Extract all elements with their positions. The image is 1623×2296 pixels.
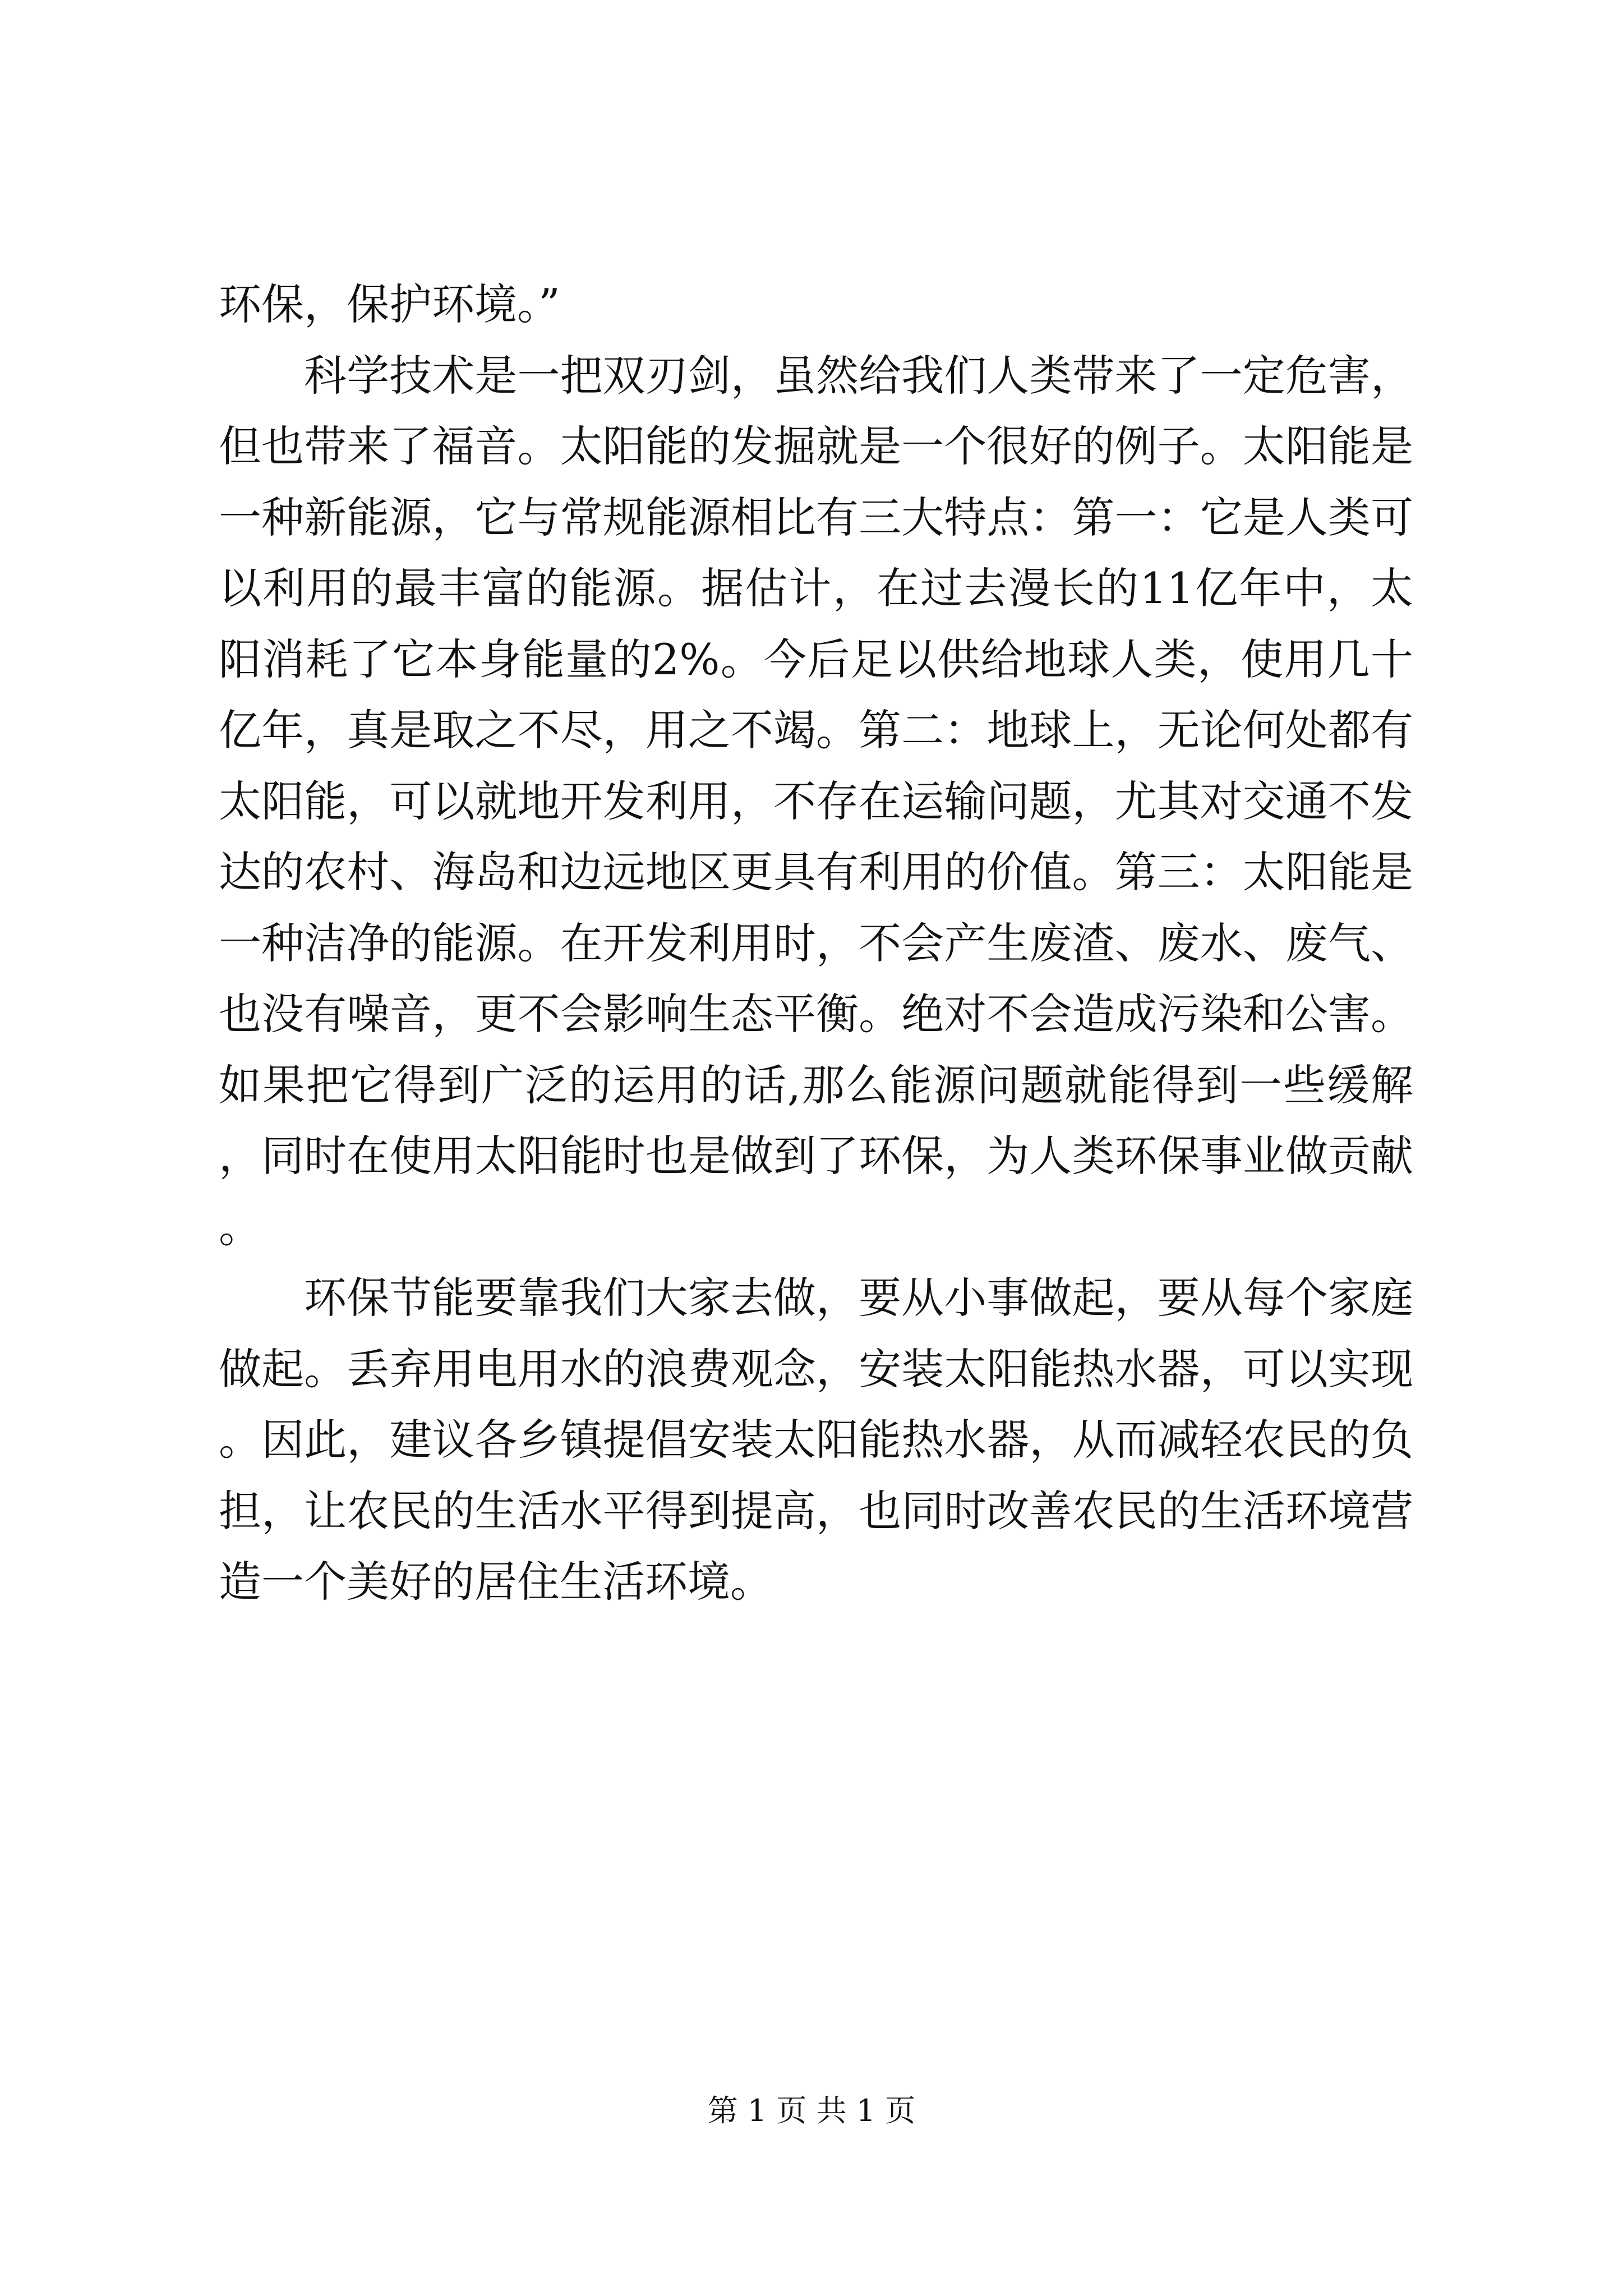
paragraph-2: 科学技术是一把双刃剑，虽然给我们人类带来了一定危害，但也带来了福音。太阳能的发掘就是一个很好的例子。太阳能是一种新能源，它与常规能源相比有三大特点：第一：它是人类可以利用的最丰富的能源。据估计，在过去漫长的11亿年中，太阳消耗了它本身能量的2%。今后足以供给地球人类，使用几十亿年，真是取之不尽，用之不竭。第二：地球上，无论何处都有太阳能，可以就地开发利用，不存在运输问题，尤其对交通不发达的农村、海岛和边远地区更具有利用的价值。第三：太阳能是一种洁净的能源。在开发利用时，不会产生废渣、废水、废气、也没有噪音，更不会影响生态平衡。绝对不会造成污染和公害。如果把它得到广泛的运用的话,那么能源问题就能得到一些缓解，同时在使用太阳能时也是做到了环保，为人类环保事业做贡献。 — [219, 350, 1413, 1252]
paragraph-3: 环保节能要靠我们大家去做，要从小事做起，要从每个家庭做起。丢弃用电用水的浪费观念，安装太阳能热水器，可以实现。因此，建议各乡镇提倡安装太阳能热水器，从而减轻农民的负担，让农民的生活水平得到提高，也同时改善农民的生活环境营造一个美好的居住生活环境。 — [219, 1273, 1413, 1607]
page-footer: 第 1 页 共 1 页 — [707, 2093, 916, 2128]
document-body — [219, 269, 1413, 1618]
paragraph-1: 环保，保护环境。” — [219, 279, 560, 329]
